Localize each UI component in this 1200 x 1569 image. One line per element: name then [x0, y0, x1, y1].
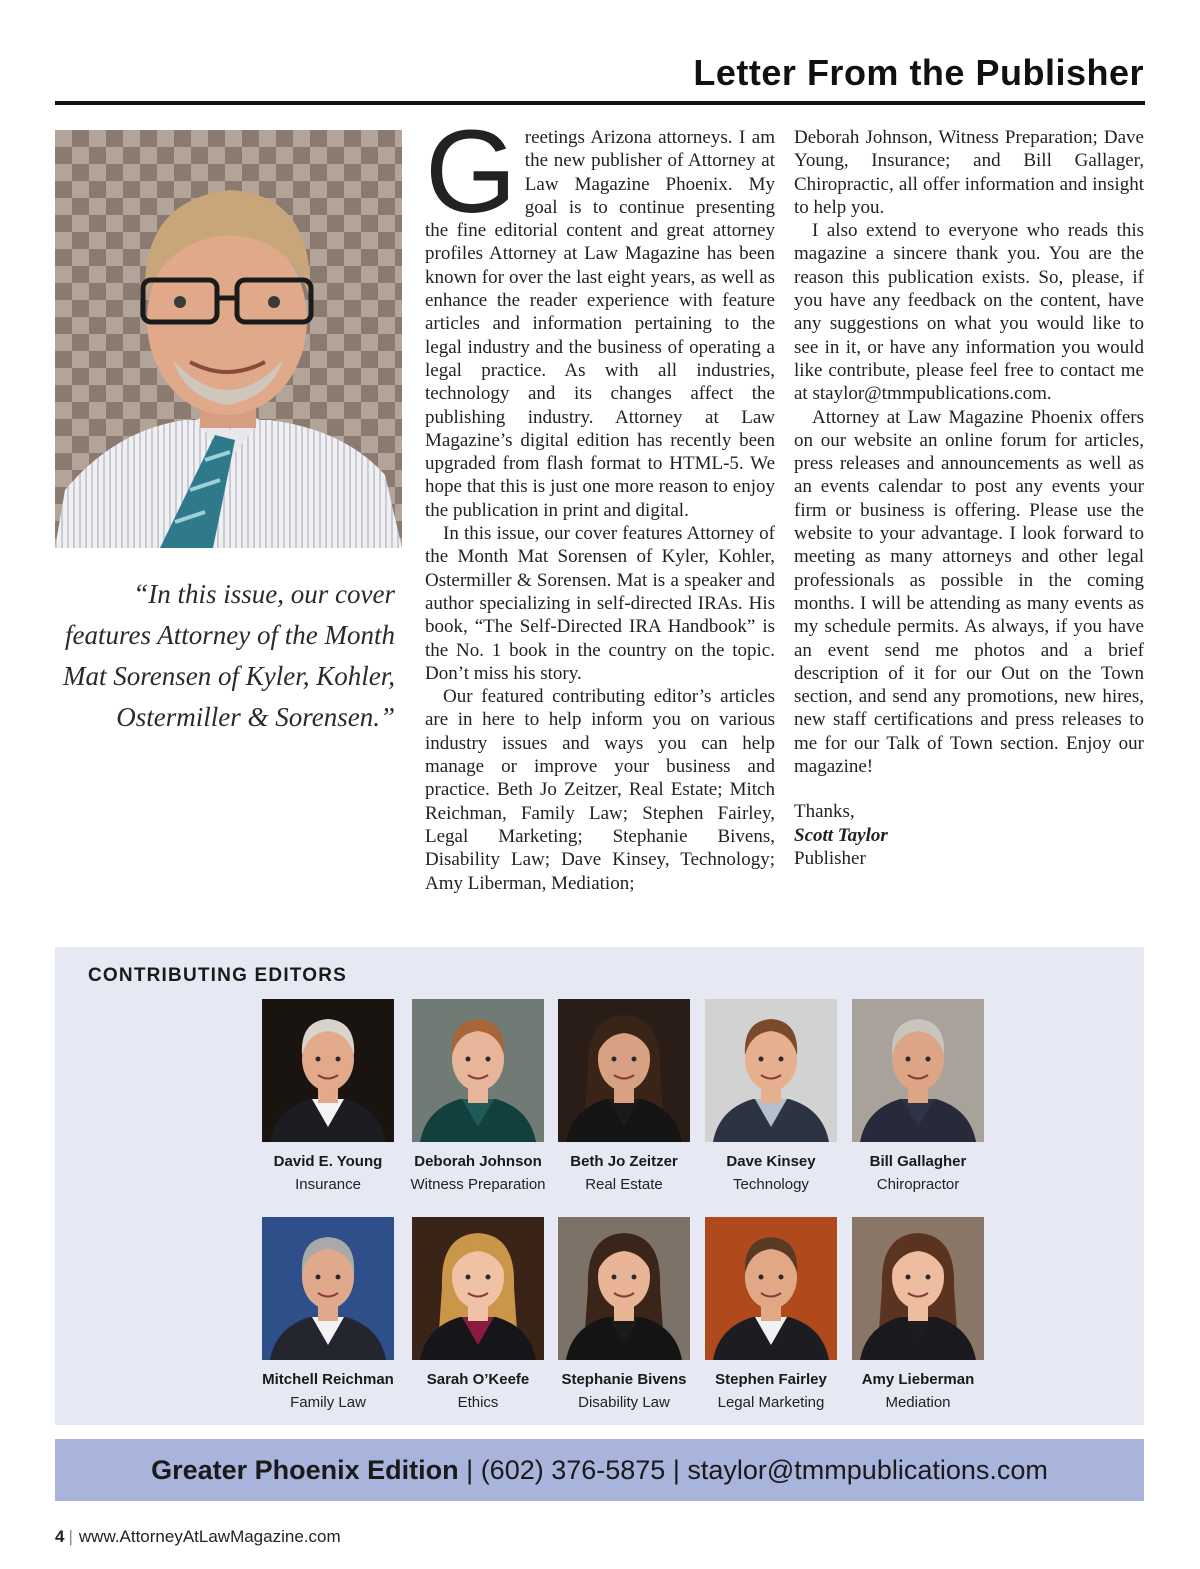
- contributing-editors-panel: [55, 947, 1144, 1425]
- editor-card: [253, 999, 403, 1193]
- pull-quote: “In this issue, our cover features Attorney of the Month Mat Sorensen of Kyler, Kohler, Ostermiller & Sorensen.”: [63, 579, 395, 732]
- editor-card: [696, 999, 846, 1193]
- editor-name: Mitchell Reichman: [262, 1371, 394, 1388]
- editor-role: Witness Preparation: [410, 1176, 546, 1193]
- contact-email[interactable]: staylor@tmmpublications.com: [687, 1455, 1048, 1485]
- page-footer: [55, 1527, 341, 1547]
- editor-card: [403, 1217, 553, 1411]
- editor-role: Technology: [733, 1176, 809, 1193]
- letter-paragraph-3: Our featured contributing editor’s articles are in here to help inform you on various industry issues and ways you can help manage or improve your business and practice. Beth Jo Zeitzer, Real Estate; Mitch Reichman, Family Law; Stephen Fairley, Legal Marketing; Stephanie Bivens, Disability Law; Dave Kinsey, Technology; Amy Liberman, Mediation;: [425, 686, 775, 894]
- editor-card: [549, 999, 699, 1193]
- letter-paragraph-1: Greetings Arizona attorneys. I am the new publisher of Attorney at Law Magazine Phoenix. My goal is to continue presenting the fine editorial content and great attorney profiles Attorney at Law Magazine has been known for over the last eight years, as well as enhance the reader experience with feature articles and information pertaining to the legal industry and the business of operating a legal practice. As with all industries, technology and its changes affect the publishing industry. Attorney at Law Magazine’s digital edition has recently been upgraded from flash format to HTML-5. We hope that this is just one more reason to enjoy the publication in print and digital.: [425, 106, 775, 521]
- signoff-thanks: Thanks,: [794, 801, 855, 823]
- editor-role: Real Estate: [585, 1176, 663, 1193]
- title-rule: [55, 101, 1145, 105]
- contact-phone[interactable]: (602) 376-5875: [480, 1455, 666, 1485]
- editor-name: Stephen Fairley: [715, 1371, 827, 1388]
- edition-name: Greater Phoenix Edition: [151, 1455, 459, 1485]
- editor-card: [403, 999, 553, 1193]
- editor-role: Legal Marketing: [717, 1394, 825, 1411]
- editor-photo: [262, 1217, 394, 1360]
- editor-name: Stephanie Bivens: [561, 1371, 687, 1388]
- editor-card: [549, 1217, 699, 1411]
- editor-role: Disability Law: [578, 1394, 670, 1411]
- page-number: 4: [55, 1527, 65, 1546]
- editor-photo: [558, 1217, 690, 1360]
- editors-heading: CONTRIBUTING EDITORS: [88, 965, 348, 986]
- letter-column-2: [794, 126, 1144, 870]
- editor-name: Beth Jo Zeitzer: [570, 1153, 678, 1170]
- editor-role: Mediation: [885, 1394, 951, 1411]
- editor-photo: [705, 999, 837, 1142]
- separator: |: [672, 1455, 680, 1485]
- page-title: Letter From the Publisher: [693, 52, 1144, 93]
- editor-name: Deborah Johnson: [414, 1153, 542, 1170]
- editor-card: [843, 999, 993, 1193]
- letter-paragraph-3-cont: Deborah Johnson, Witness Preparation; Dave Young, Insurance; and Bill Gallager, Chiropractic, all offer information and insight to help you.: [794, 127, 1144, 218]
- editor-photo: [262, 999, 394, 1142]
- editor-photo: [852, 999, 984, 1142]
- editor-name: Sarah O’Keefe: [426, 1371, 530, 1388]
- editor-role: Chiropractor: [876, 1176, 960, 1193]
- editor-photo: [558, 999, 690, 1142]
- edition-contact-band: [55, 1439, 1144, 1501]
- editor-name: Amy Lieberman: [861, 1371, 975, 1388]
- website-link[interactable]: www.AttorneyAtLawMagazine.com: [78, 1527, 341, 1546]
- publisher-portrait: [55, 130, 402, 548]
- letter-paragraph-4: I also extend to everyone who reads this magazine a sincere thank you. You are the reason this publication exists. So, please, if you have any feedback on the content, have any suggestions on what you would like to see in it, or have any information you would like contribute, please feel free to contact me at staylor@tmmpublications.com.: [794, 220, 1144, 405]
- editor-role: Family Law: [290, 1394, 366, 1411]
- signer-name: Scott Taylor: [794, 824, 888, 846]
- letter-paragraph-5: Attorney at Law Magazine Phoenix offers on our website an online forum for articles, press releases and announcements as well as an events calendar to post any events your firm or business is offering. Please use the website to your advantage. I look forward to meeting as many attorneys and other legal professionals as possible in the coming months. I will be attending as many events as my schedule permits. As always, if you have an event send me photos and a brief description of it for our Out on the Town section, and send any promotions, new hires, new staff certifications and press releases to me for our Talk of Town section. Enjoy our magazine!: [794, 406, 1144, 778]
- editor-photo: [852, 1217, 984, 1360]
- editor-role: Insurance: [295, 1176, 361, 1193]
- editor-card: [843, 1217, 993, 1411]
- editor-card: [253, 1217, 403, 1411]
- signer-title: Publisher: [794, 847, 866, 869]
- editor-card: [696, 1217, 846, 1411]
- editor-name: Dave Kinsey: [726, 1153, 816, 1170]
- editor-name: David E. Young: [273, 1153, 383, 1170]
- drop-cap: G: [425, 106, 517, 238]
- editor-photo: [412, 1217, 544, 1360]
- editor-name: Bill Gallagher: [869, 1153, 967, 1170]
- editor-photo: [412, 999, 544, 1142]
- footer-divider: |: [68, 1527, 73, 1546]
- editor-role: Ethics: [457, 1394, 499, 1411]
- separator: |: [466, 1455, 474, 1485]
- letter-paragraph-2: In this issue, our cover features Attorney of the Month Mat Sorensen of Kyler, Kohler, Ostermiller & Sorensen. Mat is a speaker and author specializing in self-directed IRAs. His book, “The Self-Directed IRA Handbook” is the No. 1 book in the country on the topic. Don’t miss his story.: [425, 523, 775, 684]
- editor-photo: [705, 1217, 837, 1360]
- letter-column-1: [425, 106, 775, 895]
